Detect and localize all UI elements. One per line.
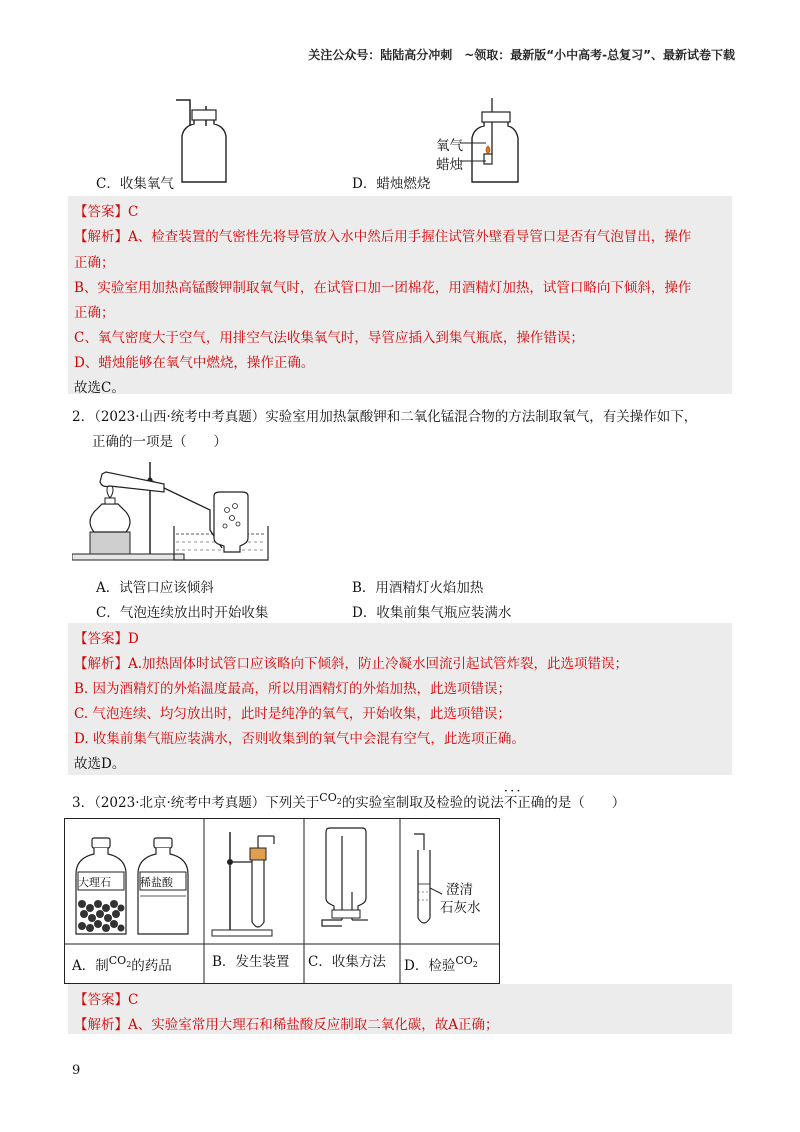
label-pointer-lines	[458, 140, 488, 164]
hydrochloric-acid-bottle-label: 稀盐酸	[140, 876, 173, 889]
cell-b-label: B．发生装置	[212, 954, 290, 970]
analysis-1-line-2: 正确；	[74, 255, 115, 271]
q3-stem-middle: 的实验室制取及检验的说法	[341, 795, 504, 811]
q3-stem-prefix: 3．（2023·北京·统考中考真题）下列关于	[72, 795, 320, 811]
oxygen-preparation-apparatus-figure	[72, 456, 272, 564]
cell-d-co2-sub: 2	[472, 960, 478, 970]
cell-d-prefix: D．检验	[404, 958, 456, 974]
cell-a-label	[72, 954, 172, 975]
analysis-1-line-6: D、蜡烛能够在氧气中燃烧，操作正确。	[74, 355, 315, 371]
q3-stem-emphasis: · · · 不正确	[504, 795, 545, 811]
q2-option-a: A．试管口应该倾斜	[96, 580, 214, 596]
q2-option-d: D．收集前集气瓶应装满水	[352, 605, 512, 621]
answer-box-3	[68, 984, 732, 1034]
analysis-1-line-3: B、实验室用加热高锰酸钾制取氧气时，在试管口加一团棉花，用酒精灯加热，试管口略向下倾斜，操作	[74, 280, 692, 296]
analysis-2-line-4: D. 收集前集气瓶应装满水，否则收集到的氧气中会混有空气，此选项正确。	[74, 731, 525, 747]
cell-a-co2-sub: 2	[126, 960, 132, 970]
analysis-1-line-5: C、氧气密度大于空气，用排空气法收集氧气时，导管应插入到集气瓶底，操作错误；	[74, 330, 584, 346]
answer-3: 【答案】C	[74, 992, 139, 1008]
question-3-stem	[72, 791, 625, 812]
analysis-1-line-1: 【解析】A、检查装置的气密性先将导管放入水中然后用手握住试管外壁看导管口是否有气泡冒出，操作	[74, 229, 692, 245]
cell-a-prefix: A．制	[72, 958, 109, 974]
analysis-2-line-2: B. 因为酒精灯的外焰温度最高，所以用酒精灯的外焰加热，此选项错误；	[74, 681, 512, 697]
question-2-stem-line-2: 正确的一项是（ ）	[92, 434, 227, 450]
cell-d-co2	[455, 954, 478, 970]
analysis-1-line-4: 正确；	[74, 305, 115, 321]
cell-a-co2	[108, 954, 132, 970]
page-number: 9	[72, 1063, 81, 1078]
gas-collection-bottle-figure	[170, 96, 230, 188]
cell-a-suffix: 的药品	[131, 958, 172, 974]
cell-c-label: C．收集方法	[308, 954, 386, 970]
q3-co2-sub: 2	[336, 797, 342, 807]
q1-option-c: C．收集氧气	[96, 176, 174, 192]
generation-apparatus-figure	[208, 822, 300, 940]
collection-method-figure	[312, 822, 396, 940]
analysis-3-line-1: 【解析】A、实验室常用大理石和稀盐酸反应制取二氧化碳，故A正确；	[74, 1017, 499, 1033]
q3-co2-text: CO	[319, 791, 337, 804]
answer-1: 【答案】C	[74, 204, 139, 220]
marble-bottle-label: 大理石	[78, 876, 111, 889]
answer-2: 【答案】D	[74, 631, 139, 647]
page-header: 关注公众号：陆陆高分冲刺 ~领取：最新版“小中高考-总复习”、最新试卷下载	[308, 48, 735, 62]
limewater-label-2: 石灰水	[440, 900, 481, 916]
question-2-stem-line-1: 2．（2023·山西·统考中考真题）实验室用加热氯酸钾和二氧化锰混合物的方法制取氧气，有关操作如下，	[72, 409, 698, 425]
q2-option-c: C．气泡连续放出时开始收集	[96, 605, 269, 621]
answer-box-2	[68, 623, 732, 775]
question-3-table	[64, 818, 500, 984]
answer-box-1	[68, 196, 732, 394]
analysis-2-line-5: 故选D。	[74, 756, 126, 772]
candle-label: 蜡烛	[436, 157, 463, 173]
analysis-2-line-3: C. 气泡连续、均匀放出时，此时是纯净的氧气，开始收集，此选项错误；	[74, 706, 511, 722]
oxygen-label: 氧气	[436, 138, 463, 154]
limewater-label-1: 澄清	[446, 882, 473, 898]
analysis-2-line-1: 【解析】A.加热固体时试管口应该略向下倾斜，防止冷凝水回流引起试管炸裂，此选项错误；	[74, 656, 629, 672]
cell-d-label	[404, 954, 478, 975]
q3-stem-co2	[319, 791, 342, 807]
q1-option-d: D．蜡烛燃烧	[352, 176, 431, 192]
cell-d-co2-text: CO	[455, 954, 473, 967]
cell-a-co2-text: CO	[108, 954, 127, 967]
analysis-1-line-7: 故选C。	[74, 380, 125, 396]
q3-stem-suffix: 的是（ ）	[544, 795, 626, 811]
q2-option-b: B．用酒精灯火焰加热	[352, 580, 484, 596]
